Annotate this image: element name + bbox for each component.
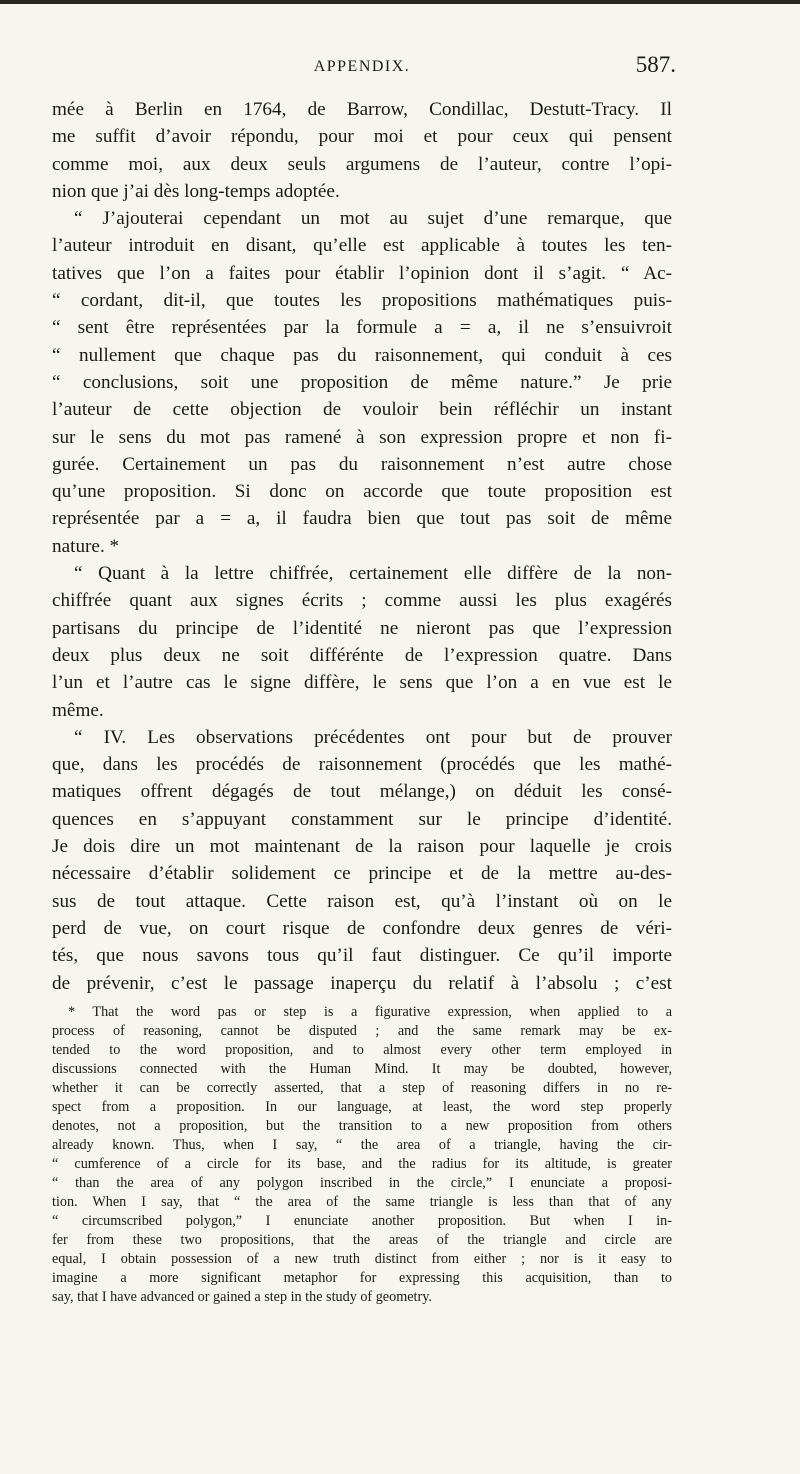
footnote-line: “ circumscribed polygon,” I enunciate another proposition. But when I in-	[52, 1212, 672, 1229]
footnote-line: whether it can be correctly asserted, that a step of reasoning differs in no re-	[52, 1079, 672, 1096]
text-line: me suffit d’avoir répondu, pour moi et pour ceux qui pensent	[52, 126, 672, 148]
text-line: comme moi, aux deux seuls argumens de l’auteur, contre l’opi-	[52, 153, 672, 175]
footnote	[52, 1003, 672, 1307]
text-line: nature. *	[52, 535, 120, 557]
footnote-line: denotes, not a proposition, but the transition to a new proposition from others	[52, 1117, 672, 1134]
text-line: Je dois dire un mot maintenant de la raison pour laquelle je crois	[52, 836, 672, 858]
text-line: tatives que l’on a faites pour établir l’opinion dont il s’agit. “ Ac-	[52, 262, 672, 284]
text-line: “ sent être représentées par la formule a = a, il ne s’ensuivroit	[52, 317, 672, 339]
text-line: “ cordant, dit-il, que toutes les propositions mathématiques puis-	[52, 290, 672, 312]
footnote-line: tion. When I say, that “ the area of the same triangle is less than that of any	[52, 1193, 672, 1210]
footnote-line: spect from a proposition. In our language, at least, the word step properly	[52, 1098, 672, 1115]
footnote-line: fer from these two propositions, that the areas of the triangle and circle are	[52, 1231, 672, 1248]
main-text	[52, 96, 672, 997]
text-line: deux plus deux ne soit différénte de l’expression quatre. Dans	[52, 644, 672, 666]
footnote-line: * That the word pas or step is a figurative expression, when applied to a	[68, 1003, 672, 1020]
text-line: “ J’ajouterai cependant un mot au sujet d’une remarque, que	[74, 208, 672, 230]
text-line: l’auteur de cette objection de vouloir bein réfléchir un instant	[52, 399, 672, 421]
text-line: “ nullement que chaque pas du raisonnement, qui conduit à ces	[52, 344, 672, 366]
text-line: matiques offrent dégagés de tout mélange,) on déduit les consé-	[52, 781, 672, 803]
text-line: même.	[52, 699, 104, 721]
text-line: tés, que nous savons tous qu’il faut distinguer. Ce qu’il importe	[52, 945, 672, 967]
footnote-line: equal, I obtain possession of a new truth distinct from either ; nor is it easy to	[52, 1250, 672, 1267]
text-line: partisans du principe de l’identité ne nieront pas que l’expression	[52, 617, 672, 639]
page-top-border	[0, 0, 800, 4]
footnote-line: say, that I have advanced or gained a step in the study of geometry.	[52, 1288, 432, 1305]
text-line: gurée. Certainement un pas du raisonnement n’est autre chose	[52, 453, 672, 475]
text-line: l’un et l’autre cas le signe diffère, le sens que l’on a en vue est le	[52, 672, 672, 694]
footnote-line: “ cumference of a circle for its base, and the radius for its altitude, is greater	[52, 1155, 672, 1172]
text-line: “ Quant à la lettre chiffrée, certainement elle diffère de la non-	[74, 563, 672, 585]
text-line: représentée par a = a, il faudra bien que tout pas soit de même	[52, 508, 672, 530]
page-header	[52, 52, 676, 96]
text-line: chiffrée quant aux signes écrits ; comme aussi les plus exagérés	[52, 590, 672, 612]
text-line: “ conclusions, soit une proposition de même nature.” Je prie	[52, 371, 672, 393]
text-line: l’auteur introduit en disant, qu’elle est applicable à toutes les ten-	[52, 235, 672, 257]
text-line: qu’une proposition. Si donc on accorde que toute proposition est	[52, 481, 672, 503]
text-line: quences en s’appuyant constamment sur le principe d’identité.	[52, 808, 672, 830]
footnote-line: “ than the area of any polygon inscribed in the circle,” I enunciate a proposi-	[52, 1174, 672, 1191]
book-page	[52, 52, 676, 1307]
footnote-line: process of reasoning, cannot be disputed ; and the same remark may be ex-	[52, 1022, 672, 1039]
footnote-line: already known. Thus, when I say, “ the area of a triangle, having the cir-	[52, 1136, 672, 1153]
footnote-line: imagine a more significant metaphor for expressing this acquisition, than to	[52, 1269, 672, 1286]
running-head: APPENDIX.	[313, 58, 411, 75]
text-line: que, dans les procédés de raisonnement (procédés que les mathé-	[52, 754, 672, 776]
page-number: 587.	[635, 52, 676, 77]
text-line: nion que j’ai dès long-temps adoptée.	[52, 180, 340, 202]
text-line: sus de tout attaque. Cette raison est, qu’à l’instant où on le	[52, 890, 672, 912]
text-line: “ IV. Les observations précédentes ont pour but de prouver	[74, 726, 672, 748]
footnote-line: discussions connected with the Human Mind. It may be doubted, however,	[52, 1060, 672, 1077]
text-line: perd de vue, on court risque de confondre deux genres de véri-	[52, 917, 672, 939]
footnote-line: tended to the word proposition, and to almost every other term employed in	[52, 1041, 672, 1058]
text-line: de prévenir, c’est le passage inaperçu du relatif à l’absolu ; c’est	[52, 972, 672, 994]
text-line: mée à Berlin en 1764, de Barrow, Condillac, Destutt-Tracy. Il	[52, 99, 672, 120]
text-line: sur le sens du mot pas ramené à son expression propre et non fi-	[52, 426, 672, 448]
text-line: nécessaire d’établir solidement ce principe et de la mettre au-des-	[52, 863, 672, 885]
